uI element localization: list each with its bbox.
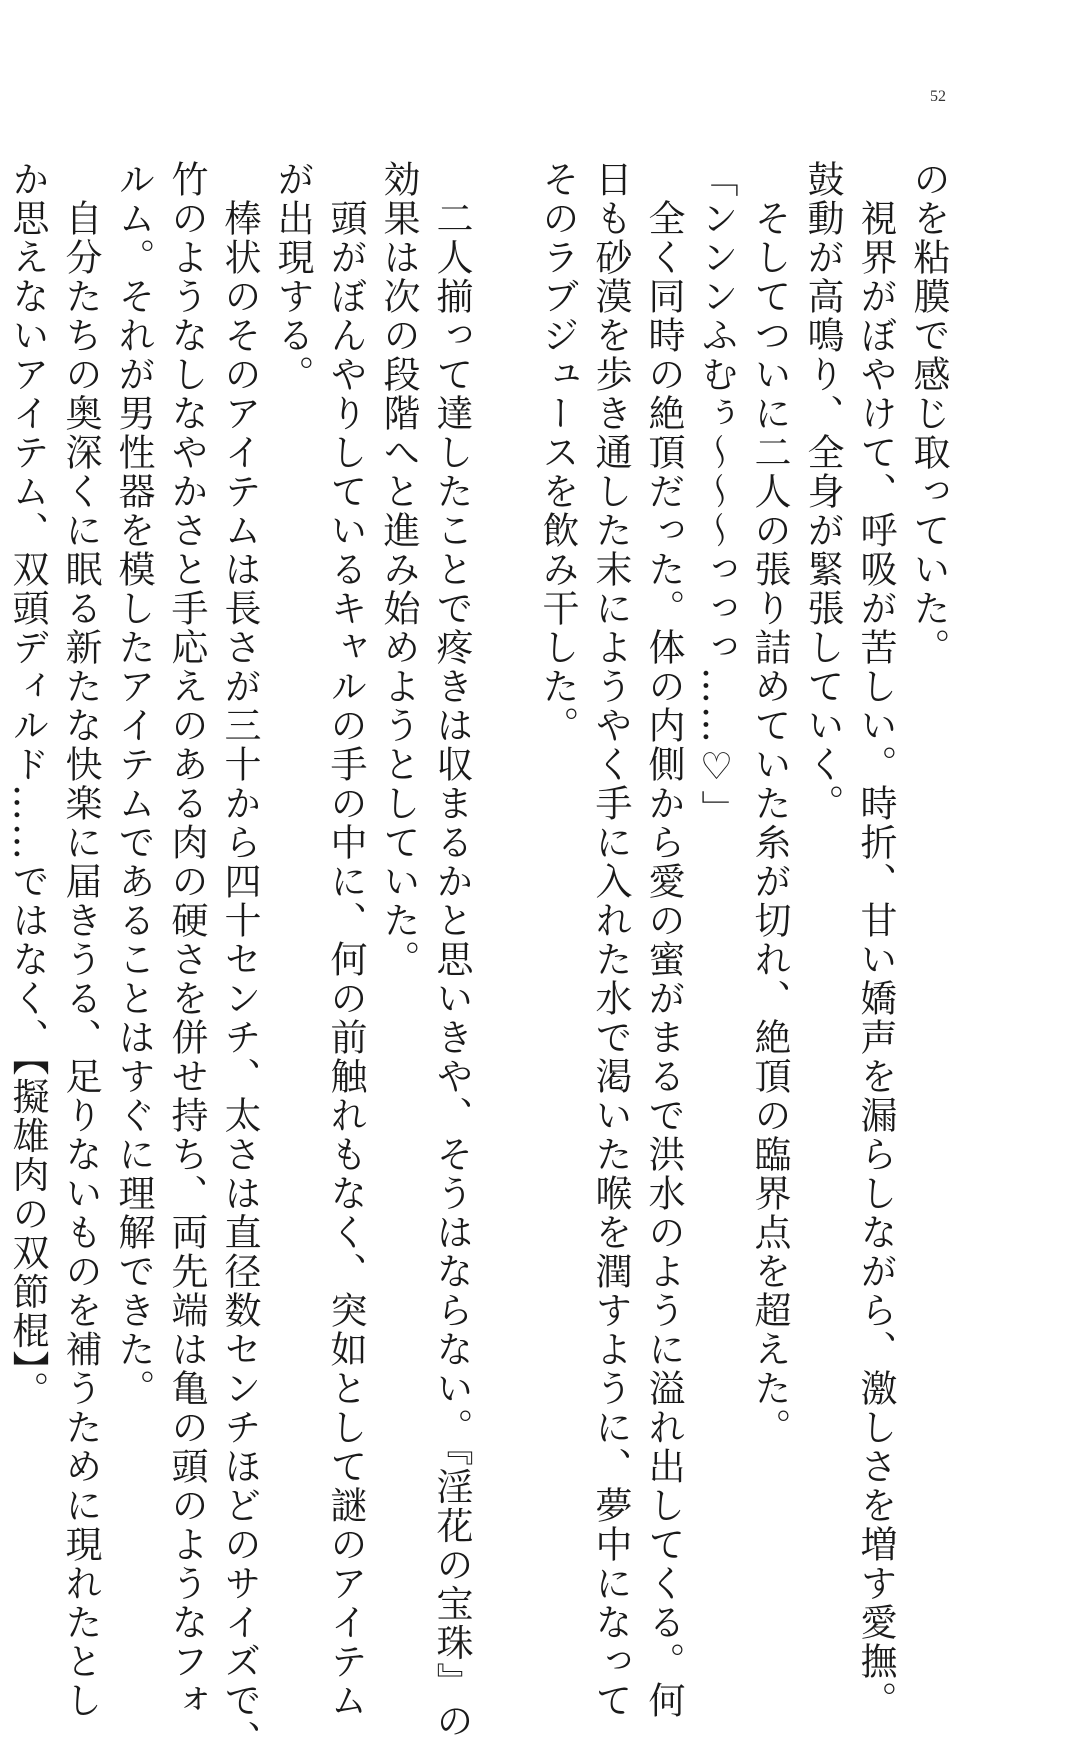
scene-break [478,160,531,1370]
text-line: 「ンンンふむぅ〜〜〜っっっ……♡」 [695,160,738,829]
text-line: 日も砂漠を歩き通した末にようやく手に入れた水で渇いた喉を潤すように、夢中になって [589,160,632,1720]
text-line: 自分たちの奥深くに眠る新たな快楽に届きうる、足りないものを補うために現れたとし [59,160,102,1720]
page-number: 52 [930,88,946,105]
text-line: 二人揃って達したことで疼きは収まるかと思いきや、そうはならない。『淫花の宝珠』の [430,160,473,1741]
text-line: そのラブジュースを飲み干した。 [536,160,579,745]
text-line: ルム。それが男性器を模したアイテムであることはすぐに理解できた。 [112,160,155,1408]
text-line: 鼓動が高鳴り、全身が緊張していく。 [801,160,844,823]
text-line: 全く同時の絶頂だった。体の内側から愛の蜜がまるで洪水のように溢れ出してくる。何 [642,160,685,1720]
text-line: 効果は次の段階へと進み始めようとしていた。 [377,160,420,979]
text-line: 視界がぼやけて、呼吸が苦しい。時折、甘い嬌声を漏らしながら、激しさを増す愛撫。 [854,160,897,1720]
text-line: 竹のようなしなやかさと手応えのある肉の硬さを併せ持ち、両先端は亀の頭のようなフォ [165,160,208,1720]
text-line: のを粘膜で感じ取っていた。 [907,160,950,667]
text-line: が出現する。 [271,160,314,394]
text-line [0,160,1,1370]
vertical-text-body [6,160,955,1759]
text-line: か思えないアイテム、双頭ディルド……ではなく、【擬雄肉の双節棍】。 [6,160,49,1410]
text-line: 頭がぼんやりしているキャルの手の中に、何の前触れもなく、突如として謎のアイテム [324,160,367,1720]
text-line: そしてついに二人の張り詰めていた糸が切れ、絶頂の臨界点を超えた。 [748,160,791,1447]
text-line: 棒状のそのアイテムは長さが三十から四十センチ、太さは直径数センチほどのサイズで、 [218,160,261,1759]
